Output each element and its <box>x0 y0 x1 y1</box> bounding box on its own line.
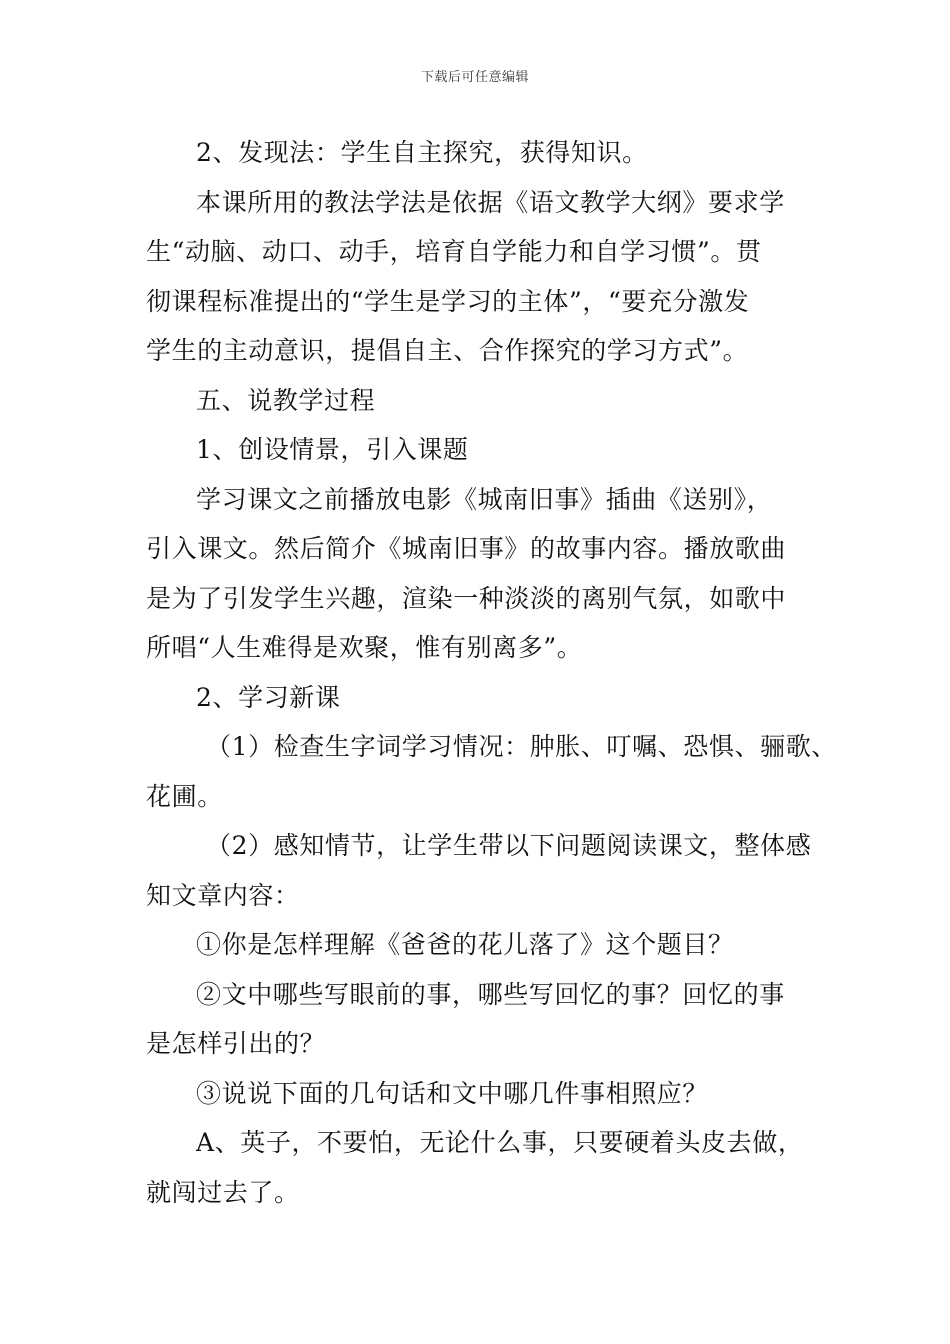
paragraph-line: 引入课文。然后简介《城南旧事》的故事内容。播放歌曲 <box>146 534 787 563</box>
paragraph-line: 彻课程标准提出的“学生是学习的主体”，“要充分激发 <box>146 286 750 316</box>
subsection-heading: 2、学习新课 <box>196 682 341 712</box>
paragraph-line: 所唱“人生难得是欢聚，惟有别离多”。 <box>146 633 583 662</box>
subsection-heading: 1、创设情景，引入课题 <box>196 435 469 464</box>
question-item: ③说说下面的几句话和文中哪几件事相照应？ <box>196 1078 709 1108</box>
paragraph-line: A、英子，不要怕，无论什么事，只要硬着头皮去做， <box>196 1128 804 1157</box>
document-body <box>146 128 836 1217</box>
paragraph-line: 2、发现法：学生自主探究，获得知识。 <box>196 138 648 167</box>
paragraph-line: 学生的主动意识，提倡自主、合作探究的学习方式”。 <box>146 336 749 365</box>
paragraph-line: 就闯过去了。 <box>146 1177 300 1207</box>
paragraph-line: 学习课文之前播放电影《城南旧事》插曲《送别》， <box>196 484 773 514</box>
paragraph-line: 知文章内容： <box>146 880 300 910</box>
paragraph-line: 本课所用的教法学法是依据《语文教学大纲》要求学 <box>196 187 785 217</box>
question-item: ②文中哪些写眼前的事，哪些写回忆的事？回忆的事 <box>196 979 785 1009</box>
section-heading: 五、说教学过程 <box>196 385 376 415</box>
paragraph-line: （1）检查生字词学习情况：肿胀、叮嘱、恐惧、骊歌、 <box>206 732 837 761</box>
paragraph-line: 生“动脑、动口、动手，培育自学能力和自学习惯”。贯 <box>146 237 762 266</box>
page-header: 下载后可任意编辑 <box>420 70 529 85</box>
question-item: ①你是怎样理解《爸爸的花儿落了》这个题目？ <box>196 930 734 959</box>
paragraph-line: （2）感知情节，让学生带以下问题阅读课文，整体感 <box>206 831 812 860</box>
paragraph-line: 花圃。 <box>146 781 223 811</box>
paragraph-line: 是怎样引出的？ <box>146 1029 326 1058</box>
paragraph-line: 是为了引发学生兴趣，渲染一种淡淡的离别气氛，如歌中 <box>146 583 787 613</box>
